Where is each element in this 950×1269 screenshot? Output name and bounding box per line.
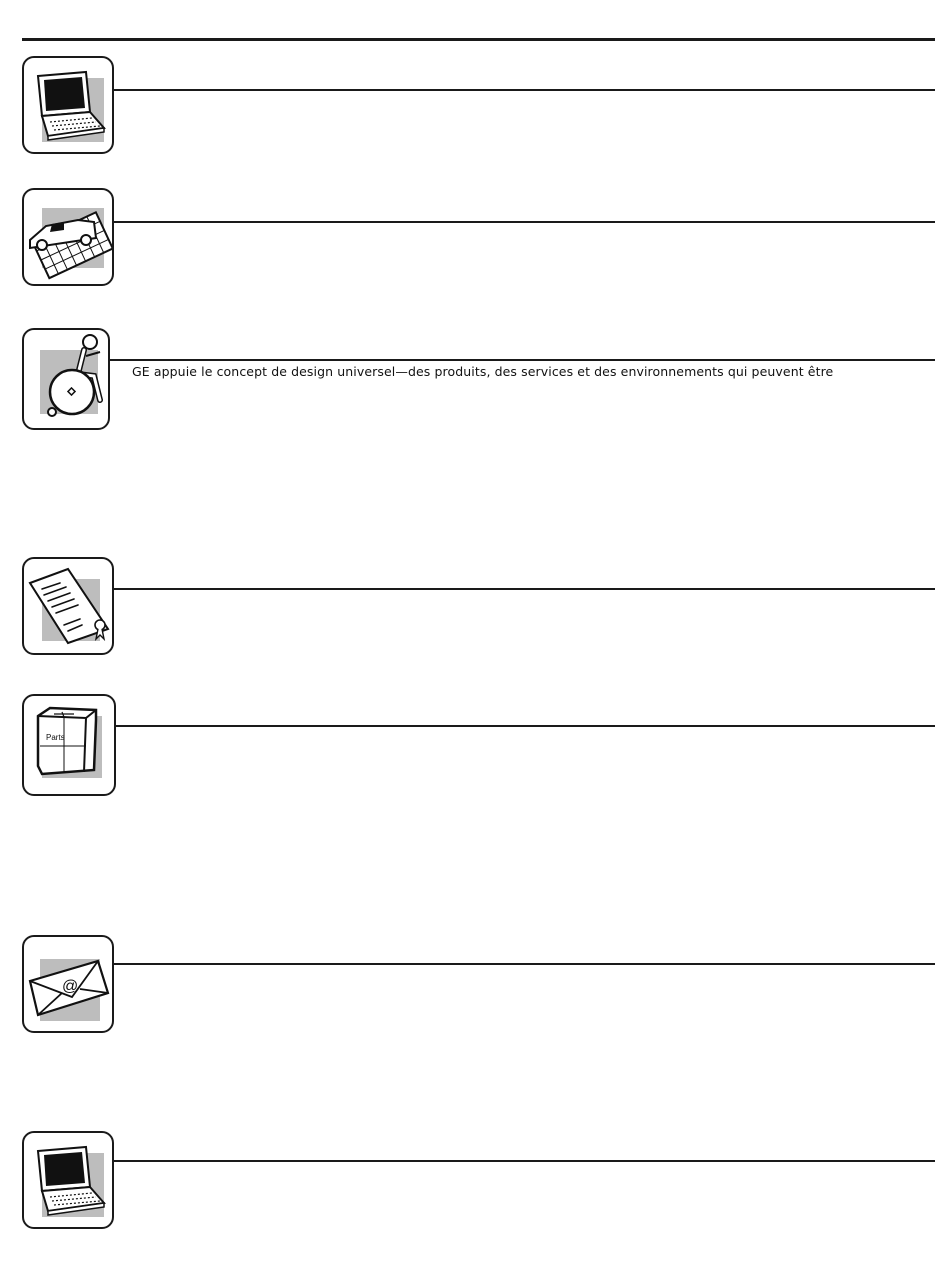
- section-divider: [114, 963, 935, 965]
- wheelchair-user-icon: [22, 328, 110, 430]
- top-divider: [22, 38, 935, 41]
- parts-box-icon: [22, 694, 116, 796]
- parts-label: Parts: [46, 733, 65, 742]
- section-divider: [114, 1160, 935, 1162]
- section-divider: [116, 725, 935, 727]
- delivery-van-calendar-icon: [22, 188, 114, 286]
- laptop-icon: [22, 1131, 114, 1229]
- laptop-icon: [22, 56, 114, 154]
- section-divider: [110, 359, 935, 361]
- section-divider: [114, 221, 935, 223]
- email-envelope-icon: [22, 935, 114, 1033]
- universal-design-text: GE appuie le concept de design universel—des produits, des services et des environnements qui peuvent être: [132, 364, 834, 379]
- certificate-document-icon: [22, 557, 114, 655]
- section-divider: [114, 588, 935, 590]
- section-divider: [114, 89, 935, 91]
- at-symbol: @: [62, 978, 79, 995]
